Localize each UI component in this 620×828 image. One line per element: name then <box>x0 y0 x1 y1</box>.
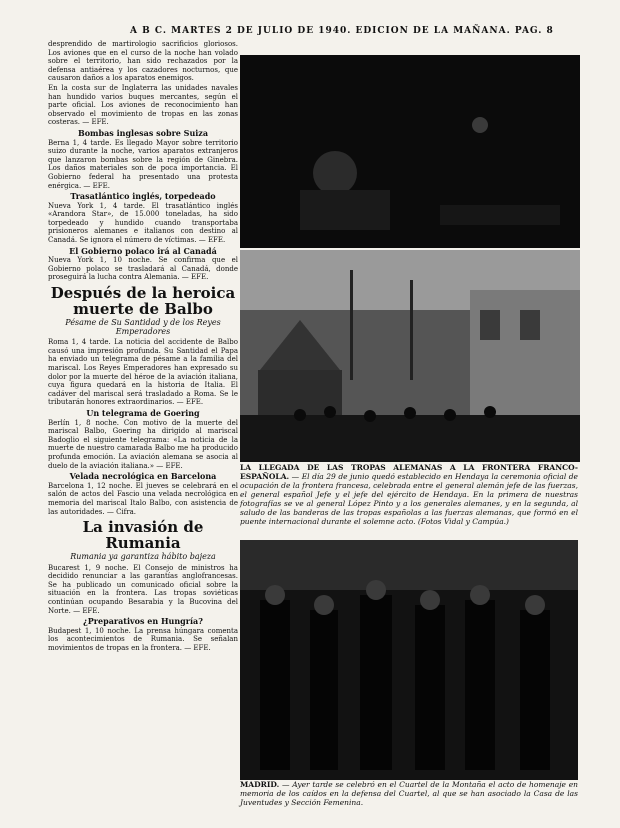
subhead-hungary: ¿Preparativos en Hungría? <box>83 616 203 627</box>
photo-madrid-ceremony <box>240 540 578 780</box>
page-header: A B C. MARTES 2 DE JULIO DE 1940. EDICION DE LA MAÑANA. PAG. 8 <box>130 26 554 36</box>
deck-balbo: Pésame de Su Santidad y de los Reyes Emperadores <box>65 318 221 336</box>
article-balbo: Roma 1, 4 tarde. La noticia del accidente de Balbo causó una impresión profunda. Su Santidad el Papa ha enviado un telegrama de pésame a la familia del mariscal. Los Reyes Emperadores han expresado su dolor por la muerte del héroe de la aviación italiana, cuya figura quedará en la historia de Italia. El cadáver del mariscal será trasladado a Roma. Se le tributarán honores extraordinarios. — EFE. <box>48 338 238 407</box>
subhead-bombs-switzerland: Bombas inglesas sobre Suiza <box>77 127 209 138</box>
caption-border-body: — El día 29 de junio quedó establecido en Hendaya la ceremonia oficial de ocupación de la frontera francesa, celebrada entre el general alemán jefe de las fuerzas, el general español Jefe y el jefe del ejército de Hendaya. En la primera de nuestras fotografías se ve al general López Pinto y a los generales alemanes, y en la segunda, al saludo de las banderas de las tropas españolas a las fuerzas alemanas, que formó en el puente internacional durante el solemne acto. (Fotos Vidal y Campúa.) <box>240 472 578 526</box>
photo-madrid-ceremony-graphic <box>240 540 578 780</box>
caption-border-ceremony <box>240 463 578 526</box>
article-liner-torpedoed: Nueva York 1, 4 tarde. El trasatlántico inglés «Arandora Star», de 15.000 toneladas, ha sido torpedeado y hundido cuando transportaba prisioneros alemanes e italianos con destino al Canadá. Se ignora el número de víctimas. — EFE. <box>48 201 238 245</box>
photo-night-scene <box>240 55 580 248</box>
photo-border-ceremony-graphic <box>240 250 580 462</box>
intro-paragraph: desprendido de martirologio sacrificios gloriosos. Los aviones que en el curso de la noche han volado sobre el territorio, han sido rechazados por la defensa antiaérea y los cazadores nocturnos, que causaron daños a los aparatos enemigos. <box>48 40 238 83</box>
article-hungary: Budapest 1, 10 noche. La prensa húngara comenta los acontecimientos de Rumania. Se señalan movimientos de tropas en la frontera. — EFE. <box>48 626 238 653</box>
article-polish-government: Nueva York 1, 10 noche. Se confirma que el Gobierno polaco se trasladará al Canadá, donde proseguirá la lucha contra Alemania. — EFE. <box>48 256 238 282</box>
photo-night-scene-graphic <box>240 55 580 248</box>
headline-balbo: Después de la heroica muerte de Balbo <box>50 284 236 319</box>
headline-romania: La invasión de Rumania <box>82 518 204 553</box>
subhead-liner-torpedoed: Trasatlántico inglés, torpedeado <box>70 191 216 202</box>
intro-paragraph-2: En la costa sur de Inglaterra las unidades navales han hundido varios buques mercantes, según el parte oficial. Los aviones de reconocimiento han observado el movimiento de tropas en las zonas costeras. — EFE. <box>48 83 238 127</box>
subhead-polish-government: El Gobierno polaco irá al Canadá <box>69 245 217 256</box>
caption-border-lead: LA LLEGADA DE LAS TROPAS ALEMANAS A LA FRONTERA FRANCO-ESPAÑOLA. <box>240 463 578 481</box>
caption-madrid-lead: MADRID. <box>240 780 280 789</box>
photo-border-ceremony <box>240 250 580 462</box>
caption-madrid <box>240 780 578 807</box>
subhead-goering: Un telegrama de Goering <box>86 407 200 418</box>
article-barcelona: Barcelona 1, 12 noche. El jueves se celebrará en el salón de actos del Fascio una velada necrológica en memoria del mariscal Italo Balbo, con asistencia de las autoridades. — Cifra. <box>48 481 238 516</box>
left-news-column <box>48 40 238 820</box>
article-bombs-switzerland: Berna 1, 4 tarde. Es llegado Mayor sobre territorio suizo durante la noche, varios aparatos extranjeros que lanzaron bombas sobre la región de Ginebra. Los daños materiales son de poca importancia. El Gobierno federal ha presentado una protesta enérgica. — EFE. <box>48 138 238 190</box>
caption-madrid-body: — Ayer tarde se celebró en el Cuartel de la Montaña el acto de homenaje en memoria de los caídos en la defensa del Cuartel, al que se han asociado la Casa de las Juventudes y Sección Femenina. <box>240 780 578 807</box>
article-romania: Bucarest 1, 9 noche. El Consejo de ministros ha decidido renunciar a las garantías anglofrancesas. Se ha publicado un comunicado oficial sobre la situación en la frontera. Las tropas soviéticas continúan ocupando Besarabia y la Bucovina del Norte. — EFE. <box>48 563 238 615</box>
deck-romania: Rumania ya garantiza hábito bajeza <box>70 552 216 562</box>
subhead-barcelona: Velada necrológica en Barcelona <box>69 471 217 482</box>
article-goering: Berlín 1, 8 noche. Con motivo de la muerte del mariscal Balbo, Goering ha dirigido al mariscal Badoglio el siguiente telegrama: «La noticia de la muerte de nuestro camarada Balbo me ha producido profunda emoción. La aviación alemana se asocia al duelo de la aviación italiana.» — EFE. <box>48 418 238 470</box>
